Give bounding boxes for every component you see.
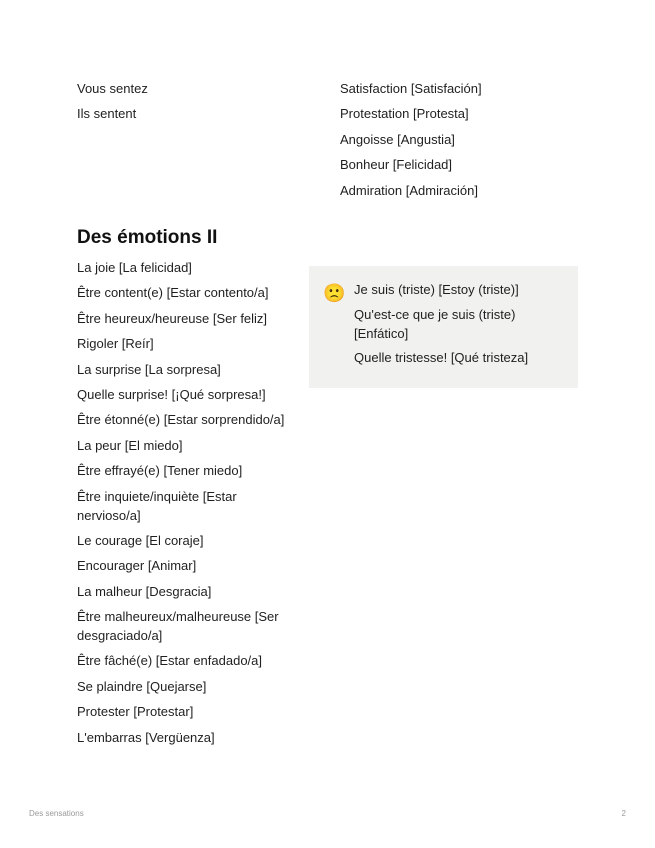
sad-face-icon: 🙁 xyxy=(323,283,346,303)
section-title: Des émotions II xyxy=(77,227,218,248)
list-item: Encourager [Animar] xyxy=(77,558,197,574)
emotions-list xyxy=(77,258,292,753)
list-item: Être heureux/heureuse [Ser feliz] xyxy=(77,310,268,326)
top-right-list xyxy=(340,79,580,206)
callout-box xyxy=(309,266,578,388)
list-item: Être fâché(e) [Estar enfadado/a] xyxy=(77,653,262,669)
list-item: Admiration [Admiración] xyxy=(340,182,478,198)
list-item: La joie [La felicidad] xyxy=(77,260,192,275)
list-item: Quelle surprise! [¡Qué sorpresa!] xyxy=(77,386,266,402)
list-item: Être malheureux/malheureuse [Ser desgraciado/a] xyxy=(77,609,279,644)
list-item: Être content(e) [Estar contento/a] xyxy=(77,285,269,301)
list-item: Satisfaction [Satisfación] xyxy=(340,81,482,96)
callout-line: Je suis (triste) [Estoy (triste)] xyxy=(354,282,519,297)
footer-title: Des sensations xyxy=(29,809,84,818)
list-item: Le courage [El coraje] xyxy=(77,532,204,548)
list-item: Bonheur [Felicidad] xyxy=(340,157,453,173)
list-item: Être inquiete/inquiète [Estar nervioso/a] xyxy=(77,488,237,523)
callout-line: Qu'est-ce que je suis (triste) [Enfático] xyxy=(354,306,516,341)
list-item: La peur [El miedo] xyxy=(77,437,183,453)
list-item: Rigoler [Reír] xyxy=(77,336,154,352)
list-item: Vous sentez xyxy=(77,81,148,96)
page-number: 2 xyxy=(621,809,626,818)
list-item: Protestation [Protesta] xyxy=(340,106,469,122)
list-item: La malheur [Desgracia] xyxy=(77,583,212,599)
list-item: Ils sentent xyxy=(77,106,137,122)
list-item: Protester [Protestar] xyxy=(77,704,194,720)
list-item: L'embarras [Vergüenza] xyxy=(77,729,215,745)
callout-line: Quelle tristesse! [Qué tristeza] xyxy=(354,350,529,365)
list-item: Être étonné(e) [Estar sorprendido/a] xyxy=(77,412,285,428)
list-item: Angoisse [Angustia] xyxy=(340,131,455,147)
list-item: La surprise [La sorpresa] xyxy=(77,361,221,377)
list-item: Se plaindre [Quejarse] xyxy=(77,678,207,694)
list-item: Être effrayé(e) [Tener miedo] xyxy=(77,463,243,479)
top-left-list xyxy=(77,79,292,130)
